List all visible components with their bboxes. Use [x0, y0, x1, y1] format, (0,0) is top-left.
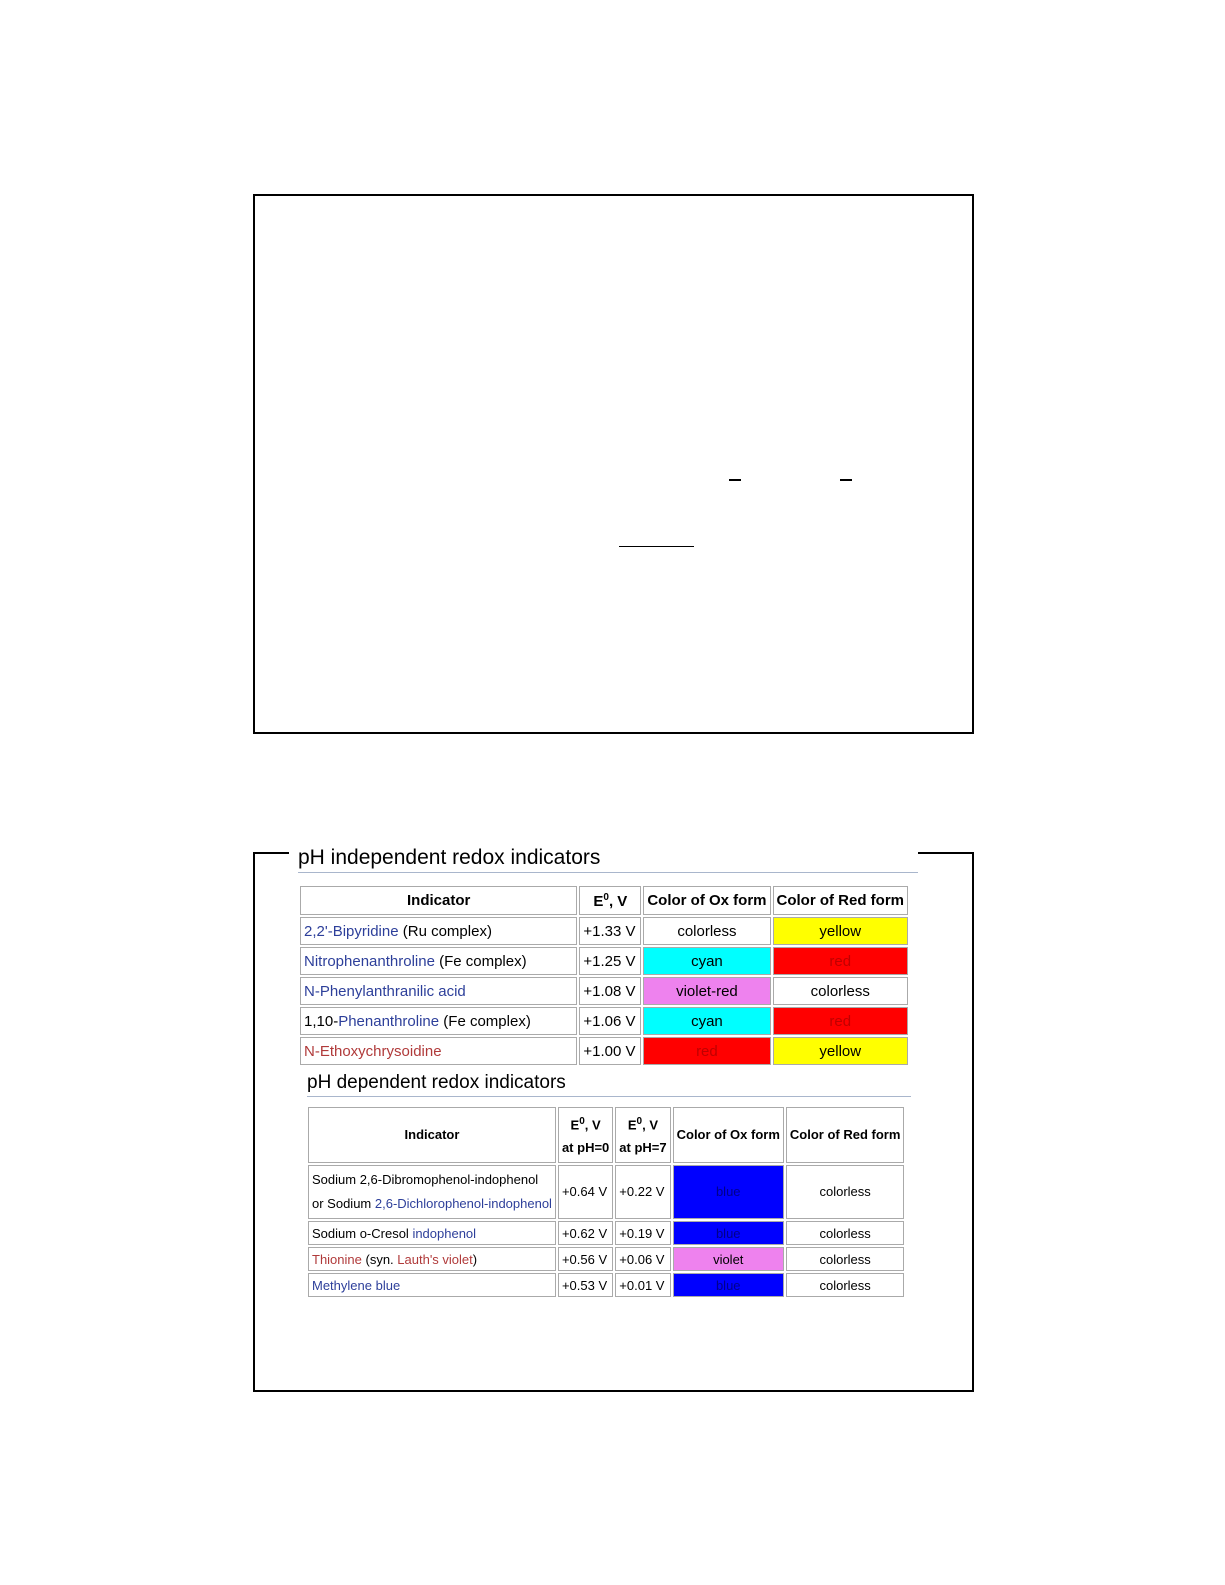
table-row	[308, 1273, 904, 1297]
red-color-cell: yellow	[773, 1037, 909, 1065]
indicator-cell	[300, 1037, 577, 1065]
header-red: Color of Red form	[773, 886, 909, 915]
indicator-synonym-link[interactable]: Lauth's violet	[397, 1251, 473, 1267]
red-color-cell: colorless	[786, 1221, 905, 1245]
ox-color-cell: blue	[673, 1221, 784, 1245]
indicator-line1: Sodium 2,6-Dibromophenol-indophenol	[312, 1172, 539, 1187]
ph-dependent-table	[306, 1105, 906, 1299]
indicator-link[interactable]: Nitrophenanthroline	[304, 952, 435, 970]
slide-2-border-left	[253, 852, 289, 854]
indicator-note: (Ru complex)	[398, 922, 492, 940]
header-ph0: at pH=0	[561, 1139, 610, 1155]
ox-color-cell: blue	[673, 1165, 784, 1219]
e0-ph0-cell: +0.56 V	[558, 1247, 613, 1271]
table-row	[300, 1007, 908, 1035]
indicator-link[interactable]: Thionine	[312, 1251, 362, 1267]
indicator-cell	[300, 977, 577, 1005]
indicator-cell	[308, 1273, 556, 1297]
table-row	[308, 1247, 904, 1271]
header-e0-unit: , V	[584, 1117, 601, 1133]
e0-ph0-cell: +0.53 V	[558, 1273, 613, 1297]
indicator-note: (syn.	[361, 1251, 398, 1267]
red-color-cell: colorless	[786, 1247, 905, 1271]
header-ox: Color of Ox form	[673, 1107, 784, 1163]
red-color-cell: colorless	[786, 1165, 905, 1219]
e0-ph7-cell: +0.19 V	[615, 1221, 670, 1245]
indicator-cell	[300, 917, 577, 945]
indicator-link[interactable]: N-Phenylanthranilic acid	[304, 982, 466, 1000]
minus-mark	[840, 479, 852, 481]
e0-cell: +1.06 V	[579, 1007, 641, 1035]
indicator-line2-prefix: or Sodium	[312, 1196, 375, 1211]
e0-ph7-cell: +0.22 V	[615, 1165, 670, 1219]
table-row	[300, 977, 908, 1005]
ox-color-cell: cyan	[643, 947, 770, 975]
e0-cell: +1.25 V	[579, 947, 641, 975]
e0-cell: +1.08 V	[579, 977, 641, 1005]
ox-color-cell: colorless	[643, 917, 770, 945]
ph-dependent-table-region	[306, 1105, 912, 1301]
indicator-prefix: Sodium o-Cresol	[312, 1225, 413, 1241]
table-row	[300, 917, 908, 945]
indicator-cell	[308, 1165, 556, 1219]
ox-color-cell: cyan	[643, 1007, 770, 1035]
ox-color-cell: blue	[673, 1273, 784, 1297]
indicator-prefix: 1,10-	[304, 1012, 339, 1030]
header-e0-symbol: E	[593, 892, 604, 910]
ph-dependent-title: pH dependent redox indicators	[307, 1072, 911, 1097]
indicator-link[interactable]: indophenol	[412, 1225, 477, 1241]
header-e0-sup: 0	[603, 891, 609, 903]
header-indicator: Indicator	[300, 886, 577, 915]
e0-ph7-cell: +0.01 V	[615, 1273, 670, 1297]
red-color-cell: colorless	[786, 1273, 905, 1297]
table-header-row	[300, 886, 908, 915]
ox-color-cell: red	[643, 1037, 770, 1065]
header-e0	[579, 886, 641, 915]
indicator-cell	[308, 1221, 556, 1245]
ph-independent-table-region	[298, 884, 918, 1068]
indicator-prefix: N-	[304, 1042, 320, 1060]
indicator-note: (Fe complex)	[439, 1012, 531, 1030]
header-e0-symbol: E	[570, 1117, 580, 1133]
indicator-link[interactable]: Methylene blue	[312, 1277, 401, 1293]
e0-cell: +1.33 V	[579, 917, 641, 945]
e0-ph0-cell: +0.62 V	[558, 1221, 613, 1245]
table-row	[300, 1037, 908, 1065]
red-color-cell: colorless	[773, 977, 909, 1005]
red-color-cell: red	[773, 1007, 909, 1035]
indicator-cell	[300, 1007, 577, 1035]
red-color-cell: yellow	[773, 917, 909, 945]
indicator-link[interactable]: 2,6-Dichlorophenol-indophenol	[374, 1196, 552, 1211]
ox-color-cell: violet	[673, 1247, 784, 1271]
header-e0-sup: 0	[636, 1116, 643, 1128]
slide-2-border-right	[918, 852, 974, 854]
header-ph7: at pH=7	[619, 1139, 667, 1155]
ox-color-cell: violet-red	[643, 977, 770, 1005]
header-red: Color of Red form	[786, 1107, 905, 1163]
e0-ph7-cell: +0.06 V	[615, 1247, 670, 1271]
indicator-cell	[300, 947, 577, 975]
e0-ph0-cell: +0.64 V	[558, 1165, 613, 1219]
header-e0-sup: 0	[579, 1116, 585, 1128]
table-row	[308, 1221, 904, 1245]
indicator-note: (Fe complex)	[434, 952, 527, 970]
header-e0-unit: , V	[642, 1117, 659, 1133]
table-row	[300, 947, 908, 975]
header-e0-ph0	[558, 1107, 613, 1163]
table-row	[308, 1165, 904, 1219]
slide-1	[253, 194, 974, 734]
indicator-link[interactable]: Ethoxychrysoidine	[319, 1042, 442, 1060]
ph-independent-title: pH independent redox indicators	[298, 846, 918, 873]
fraction-bar	[619, 546, 694, 547]
header-e0-ph7	[615, 1107, 670, 1163]
table-header-row	[308, 1107, 904, 1163]
indicator-note-close: )	[472, 1251, 478, 1267]
minus-mark	[729, 479, 741, 481]
red-color-cell: red	[773, 947, 909, 975]
ph-independent-table	[298, 884, 910, 1067]
header-e0-symbol: E	[627, 1117, 637, 1133]
e0-cell: +1.00 V	[579, 1037, 641, 1065]
header-ox: Color of Ox form	[643, 886, 770, 915]
indicator-link[interactable]: Phenanthroline	[338, 1012, 440, 1030]
header-e0-unit: , V	[608, 892, 628, 910]
indicator-link[interactable]: 2,2'-Bipyridine	[304, 922, 399, 940]
header-indicator: Indicator	[308, 1107, 556, 1163]
indicator-cell	[308, 1247, 556, 1271]
